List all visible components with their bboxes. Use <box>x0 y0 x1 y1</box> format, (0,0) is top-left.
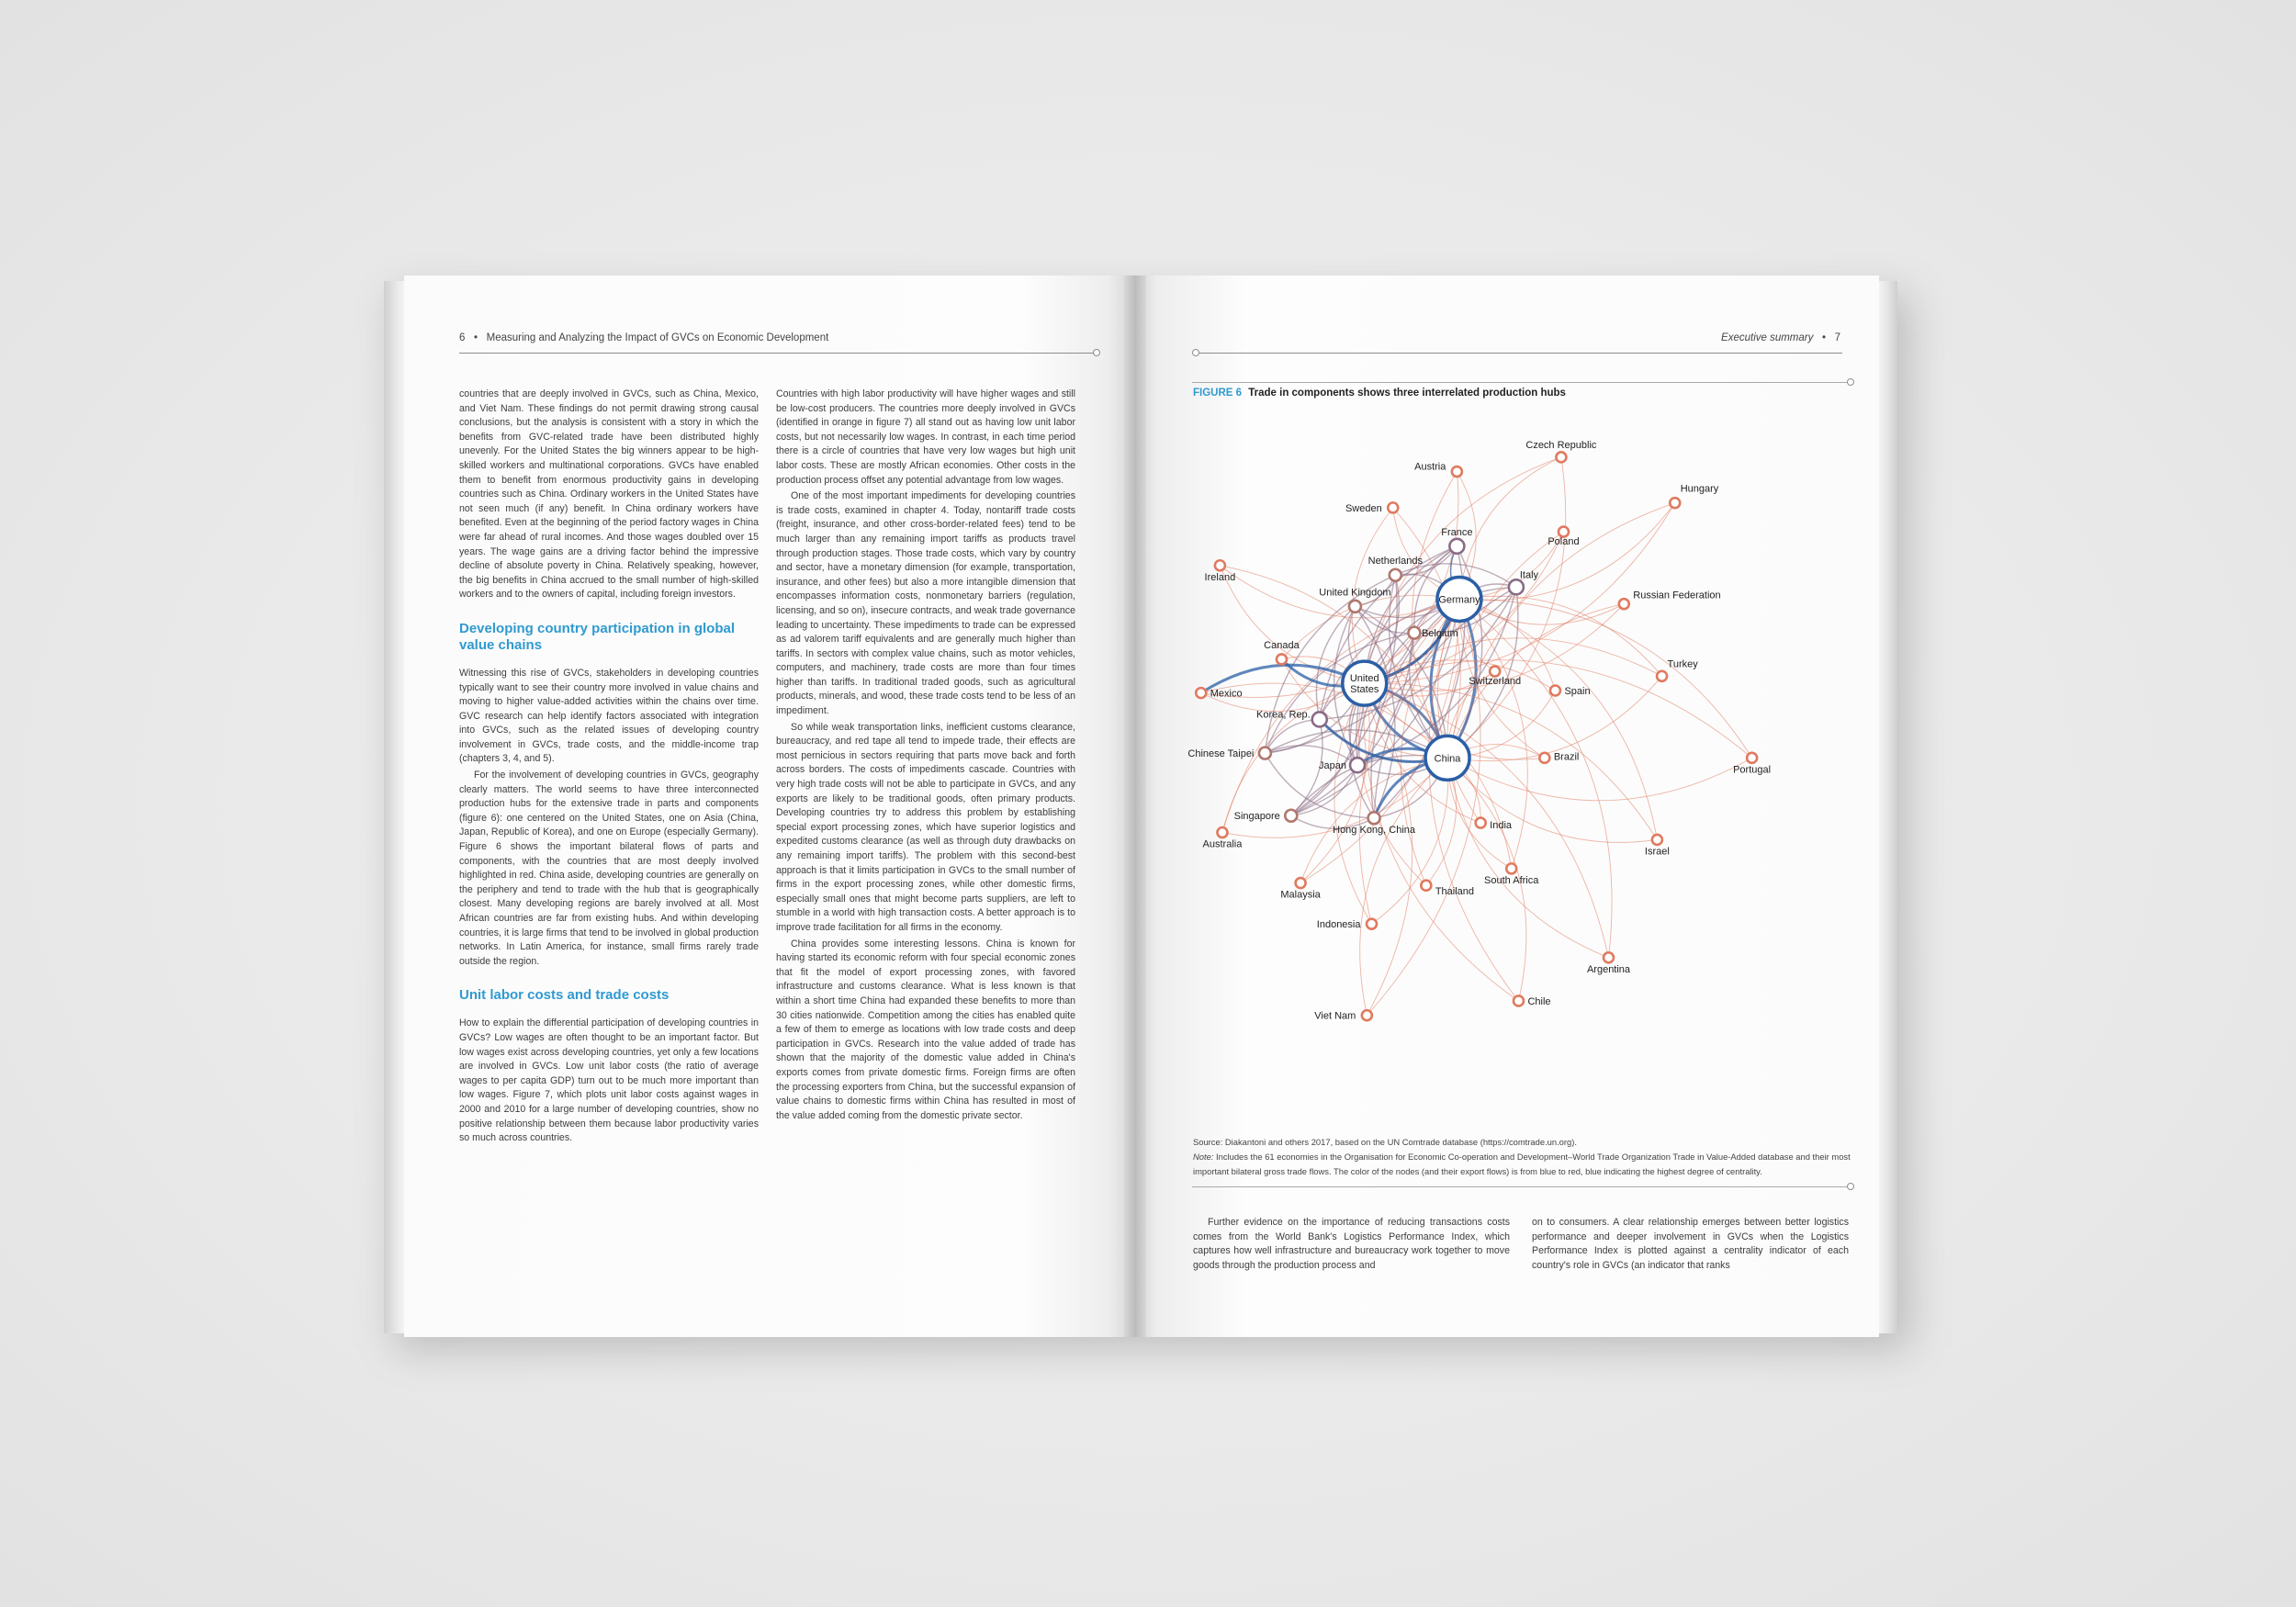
rule-end-dot <box>1847 378 1854 386</box>
node-singapore <box>1234 810 1298 823</box>
node-label: Thailand <box>1435 886 1475 898</box>
paragraph: China provides some interesting lessons. China is known for having started its economic reform with four special economic zones that fit the model of export processing zones, with favored infrastructure and customs clearance. What is less known is that within a short time China had expanded these benefits to more than 30 cities nationwide. Competition among the cities has enabled quite a few of them to emerge as locations with low trade costs and deep participation in GVCs. Research into the value added of trade has shown that the majority of the domestic value added in China's exports comes from private domestic firms. Foreign firms are often the processing exporters from China, but the successful expansion of value chains to domestic firms within China has resulted in most of the value added coming from the domestic private sector. <box>776 938 1075 1121</box>
figure-title-text: Trade in components shows three interrelated production hubs <box>1248 388 1566 399</box>
node-label: Netherlands <box>1367 556 1423 568</box>
node-label: Czech Republic <box>1525 439 1597 451</box>
node-circle <box>1559 527 1569 537</box>
left-column-2 <box>776 388 1075 1125</box>
node-chile <box>1514 995 1551 1007</box>
figure-bottom-rule <box>1192 1186 1848 1187</box>
paragraph: countries that are deeply involved in GVCs, such as China, Mexico, and Viet Nam. These findings do not permit drawing strong causal conclusions, but the analysis is consistent with a story in which the benefits from GVC-related trade have been distributed highly unevenly. For the United States the big winners appear to be high-skilled workers and multinational corporations. GVCs have enabled them to benefit from enormous productivity gains in developing countries such as China. Ordinary workers in the United States have not seen much (if any) benefit. In China ordinary workers have benefited. Even at the beginning of the period factory wages in China were far ahead of rural incomes. And those wages doubled over 15 years. The wage gains are a driving factor behind the impressive decline of absolute poverty in China. Relatively speaking, however, the big benefits in China accrued to the small number of high-skilled workers and to the owners of capital, including foreign investors. <box>459 388 759 601</box>
node-circle <box>1390 569 1401 581</box>
node-circle <box>1476 818 1486 828</box>
node-label: Israel <box>1644 846 1670 858</box>
left-page <box>404 275 1130 1337</box>
node-mexico <box>1196 688 1242 700</box>
paragraph: So while weak transportation links, inefficient customs clearance, bureaucracy, and red tape all tend to impede trade, their effects are most pernicious in sectors requiring that parts move back and forth across borders. The costs of impediments cascade. Countries with very high trade costs will not be able to participate in GVCs, and any exports are likely to be traditional goods, often primary products. Developing countries try to address this problem by establishing special export processing zones, which have superior logistics and expedited customs clearance (as well as through duty drawbacks on any remaining import tariffs). The problem with this second-best approach is that it limits participation in GVCs to the small number of firms in the export processing zones, while other domestic firms, especially small ones that might become parts suppliers, are left to stumble in a world with high transaction costs. A better approach is to improve trade facilitation for all firms in the economy. <box>776 721 1075 933</box>
node-circle <box>1259 747 1271 759</box>
node-circle <box>1312 712 1327 726</box>
node-label: Chinese Taipei <box>1187 748 1255 760</box>
figure-top-rule <box>1192 382 1848 383</box>
node-france <box>1441 527 1472 554</box>
trade-edges <box>1201 457 1752 1016</box>
trade-edge <box>1365 683 1609 958</box>
note-text: Includes the 61 economies in the Organisation for Economic Co-operation and Development–World Trade Organization Trade in Value-Added database and their most important bilateral gross trade flows. The color of the nodes (and their export flows) is from blue to red, blue indicating the highest degree of centrality. <box>1193 1152 1851 1176</box>
node-label: United <box>1349 673 1379 685</box>
node-label: Portugal <box>1733 764 1772 776</box>
node-circle <box>1367 919 1377 929</box>
note-label: Note: <box>1193 1152 1214 1162</box>
node-label: Indonesia <box>1316 919 1361 931</box>
node-portugal <box>1733 753 1771 776</box>
bullet-separator: • <box>1816 332 1832 343</box>
node-circle <box>1452 466 1462 477</box>
trade-edge <box>1447 758 1752 800</box>
right-page <box>1135 275 1879 1337</box>
node-ireland <box>1205 560 1236 583</box>
rule-end-dot <box>1093 349 1100 356</box>
node-label: Germany <box>1438 594 1480 606</box>
node-circle <box>1408 627 1420 639</box>
node-united-states <box>1343 661 1387 705</box>
rule-start-dot <box>1192 349 1199 356</box>
node-circle <box>1421 881 1431 891</box>
node-poland <box>1548 527 1579 548</box>
paragraph: One of the most important impediments for developing countries is trade costs, examined in chapter 4. Today, nontariff trade costs (freight, insurance, and other cross-border-related fees) tend to be much larger than any remaining import tariffs as products travel through production stages. Those trade costs, which vary by country and sector, have a monetary dimension (for example, transportation, insurance, and other fees) but also a more intangible dimension that encompasses information costs, nonmonetary barriers (regulation, licensing, and so on), insecure contracts, and weak trade governance leading to uncertainty. These impediments to trade can be expressed as ad valorem tariff equivalents and are generally much higher than tariffs. In sectors with complex value chains, such as motor vehicles, computers, and machinery, trade costs are more than four times higher than tariffs. In traditional traded goods, such as agricultural products, minerals, and wood, these trade costs tend to be less of an impediment. <box>776 490 1075 717</box>
node-label: Malaysia <box>1280 889 1321 901</box>
node-label: Austria <box>1414 461 1446 473</box>
node-label: Mexico <box>1210 688 1243 700</box>
node-circle <box>1296 878 1306 888</box>
section-heading-unit-labor: Unit labor costs and trade costs <box>459 987 670 1004</box>
node-chinese-taipei <box>1187 747 1270 760</box>
node-label: United Kingdom <box>1319 587 1391 599</box>
node-label: India <box>1490 820 1513 832</box>
node-circle <box>1388 502 1398 512</box>
node-label: Canada <box>1264 639 1300 651</box>
node-circle <box>1670 498 1680 508</box>
node-label: Argentina <box>1586 963 1631 975</box>
bullet-separator: • <box>467 332 484 343</box>
trade-edge <box>1372 758 1448 924</box>
node-austria <box>1414 462 1462 478</box>
figure-source: Source: Diakantoni and others 2017, based on the UN Comtrade database (https://comtrade.un.org). <box>1193 1137 1577 1147</box>
right-column-1 <box>1193 1216 1510 1275</box>
left-page-edge <box>384 281 406 1333</box>
node-label: Ireland <box>1204 571 1236 583</box>
trade-edge <box>1365 660 1752 759</box>
node-label: Sweden <box>1345 502 1382 514</box>
node-circle <box>1285 810 1297 822</box>
node-label: Chile <box>1527 995 1551 1007</box>
node-circle <box>1619 599 1629 609</box>
node-label: Viet Nam <box>1314 1010 1356 1022</box>
node-circle <box>1215 560 1225 570</box>
node-label: Spain <box>1564 686 1591 697</box>
rule-end-dot <box>1847 1183 1854 1190</box>
header-rule <box>459 353 1095 354</box>
right-column-2 <box>1532 1216 1849 1275</box>
node-label: Singapore <box>1233 811 1280 823</box>
node-label: Australia <box>1202 838 1243 850</box>
node-korea-rep <box>1256 709 1327 726</box>
paragraph: on to consumers. A clear relationship emerges between better logistics performance and deeper involvement in GVCs when the Logistics Performance Index is plotted against a centrality indicator of each country's role in GVCs (an indicator that ranks <box>1532 1217 1849 1271</box>
node-label: Korea, Rep. <box>1256 709 1311 721</box>
header-rule <box>1199 353 1842 354</box>
right-page-edge <box>1877 281 1897 1333</box>
node-china <box>1425 736 1469 780</box>
section-heading-participation: Developing country participation in global value chains <box>459 620 736 653</box>
paragraph: Countries with high labor productivity will have higher wages and still be low-cost producers. The countries more deeply involved in GVCs (identified in orange in figure 7) all stand out as having low unit labor costs, but not necessarily low wages. In contrast, in each time period there is a circle of countries that have very low wages but high unit labor costs. These are mostly African economies. Other costs in the production process offset any potential advantage from low wages. <box>776 388 1075 486</box>
node-label: Brazil <box>1553 751 1580 763</box>
node-belgium <box>1408 627 1458 640</box>
node-circle <box>1490 667 1500 677</box>
trade-edge <box>1459 503 1675 601</box>
node-circle <box>1514 995 1524 1006</box>
paragraph: For the involvement of developing countries in GVCs, geography clearly matters. The world seems to have three interconnected production hubs for the extensive trade in parts and components (figure 6): one centered on the United States, one on Asia (China, Japan, Republic of Korea), and one on Europe (especially Germany). Figure 6 shows the important bilateral flows of parts and components, with the countries that are most deeply involved highlighted in red. China aside, developing countries are generally on the periphery and tend to trade with the hub that is geographically closest. Many developing regions are barely involved at all. Most African countries are far from existing hubs. And within developing countries, it is large firms that tend to be involved in global production networks. In Latin America, for instance, small firms rarely trade outside the region. <box>459 770 759 967</box>
paragraph: Witnessing this rise of GVCs, stakeholders in developing countries typically want to see their country more involved in value chains and moving to higher value-added activities within the chains over time. GVC research can help identify factors associated with integration into GVCs, such as the related issues of developing country involvement in GVCs, trade costs, and the middle-income trap (chapters 3, 4, and 5). <box>459 667 759 765</box>
node-circle <box>1217 827 1227 837</box>
node-circle <box>1277 654 1287 664</box>
node-hong-kong-china <box>1333 812 1416 836</box>
node-czech-republic <box>1525 440 1597 463</box>
node-label: Japan <box>1319 760 1347 772</box>
figure-title <box>1193 388 1566 399</box>
book-gutter <box>1124 275 1146 1337</box>
node-circle <box>1657 671 1667 681</box>
node-circle <box>1350 758 1365 772</box>
figure-note <box>1193 1150 1854 1179</box>
node-spain <box>1550 686 1591 698</box>
node-label: States <box>1350 684 1379 696</box>
network-chart <box>1172 404 1870 1337</box>
node-circle <box>1368 812 1380 824</box>
node-thailand <box>1421 881 1474 898</box>
node-argentina <box>1587 952 1631 975</box>
trade-edge <box>1459 599 1657 839</box>
node-hungary <box>1670 484 1719 509</box>
node-circle <box>1509 579 1524 594</box>
node-circle <box>1539 753 1549 763</box>
node-circle <box>1652 835 1662 845</box>
node-india <box>1476 818 1513 832</box>
node-germany <box>1437 577 1481 621</box>
right-page-number: 7 <box>1834 332 1840 343</box>
trade-edge <box>1365 683 1412 1016</box>
left-running-head <box>459 332 828 343</box>
trade-edge <box>1201 599 1459 697</box>
node-japan <box>1319 758 1365 772</box>
node-label: Hong Kong, China <box>1333 824 1416 836</box>
left-running-title: Measuring and Analyzing the Impact of GVCs on Economic Development <box>486 332 829 343</box>
node-circle <box>1362 1010 1372 1020</box>
right-running-title: Executive summary <box>1721 332 1814 343</box>
node-circle <box>1196 688 1206 698</box>
node-russian-federation <box>1619 590 1721 610</box>
node-circle <box>1747 753 1757 763</box>
node-label: Hungary <box>1680 483 1719 495</box>
node-brazil <box>1539 751 1579 763</box>
node-label: Poland <box>1548 536 1580 548</box>
node-malaysia <box>1280 878 1321 901</box>
node-label: France <box>1441 526 1473 538</box>
node-israel <box>1645 835 1670 858</box>
node-label: China <box>1434 753 1461 765</box>
node-label: Belgium <box>1421 628 1458 640</box>
paragraph: Further evidence on the importance of reducing transactions costs comes from the World Bank's Logistics Performance Index, which captures how well infrastructure and bureaucracy work together to move goods through the production process and <box>1193 1217 1510 1271</box>
node-viet-nam <box>1314 1010 1372 1022</box>
node-label: Russian Federation <box>1633 590 1721 601</box>
node-label: Switzerland <box>1469 676 1522 688</box>
left-column-1 <box>459 388 759 1148</box>
trade-edge <box>1459 599 1624 624</box>
node-label: Italy <box>1519 569 1539 581</box>
right-running-head <box>1721 332 1840 343</box>
node-indonesia <box>1317 919 1377 931</box>
node-circle <box>1604 952 1614 962</box>
node-sweden <box>1345 502 1398 514</box>
node-australia <box>1203 827 1244 850</box>
figure-label: FIGURE 6 <box>1193 388 1243 399</box>
node-turkey <box>1657 658 1698 681</box>
node-circle <box>1449 539 1464 554</box>
node-circle <box>1349 601 1361 612</box>
node-label: Turkey <box>1667 658 1698 670</box>
left-page-number: 6 <box>459 332 466 343</box>
paragraph: How to explain the differential participation of developing countries in GVCs? Low wages are often thought to be an important factor. But low wages exist across developing countries, yet only a few locations are involved in GVCs. Low unit labor costs (the ratio of average wages to per capita GDP) turn out to be much more important than low wages. Figure 7, which plots unit labor costs against wages in 2000 and 2010 for a large number of developing countries, show no positive relationship between them because labor productivity varies so much across countries. <box>459 1017 759 1144</box>
node-south-africa <box>1484 863 1539 886</box>
node-label: South Africa <box>1484 874 1539 886</box>
figure-notes <box>1193 1135 1854 1179</box>
node-circle <box>1556 452 1566 462</box>
node-circle <box>1506 863 1516 873</box>
node-circle <box>1550 686 1560 696</box>
